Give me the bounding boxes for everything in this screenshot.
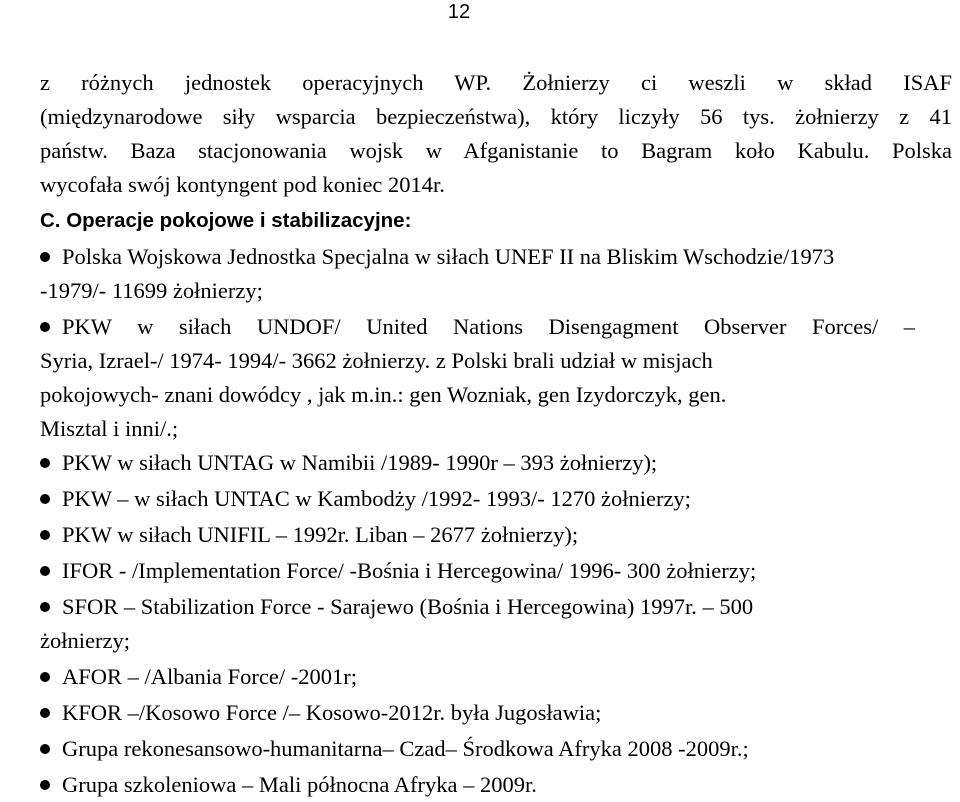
- bullet-icon: [40, 566, 50, 576]
- list-item-kfor: [40, 696, 952, 732]
- list-item-czad: [40, 732, 952, 768]
- list-item-text: Grupa rekonesansowo-humanitarna– Czad– Środkowa Afryka 2008 -2009r.;: [62, 736, 749, 761]
- list-item-mali: [40, 768, 952, 802]
- list-item-text: AFOR – /Albania Force/ -2001r;: [62, 664, 357, 689]
- bullet-icon: [40, 322, 50, 332]
- page-number: 12: [447, 1, 471, 23]
- bullet-icon: [40, 602, 50, 612]
- list-item-text: Grupa szkoleniowa – Mali północna Afryka – 2009r.: [62, 772, 537, 797]
- list-item-untac: [40, 482, 952, 518]
- list-item-text: Polska Wojskowa Jednostka Specjalna w siłach UNEF II na Bliskim Wschodzie/1973: [62, 244, 835, 269]
- intro-line-4: wycofała swój kontyngent pod koniec 2014r.: [40, 172, 445, 197]
- list-item-continuation: żołnierzy;: [40, 628, 130, 653]
- list-item-text: SFOR – Stabilization Force - Sarajewo (Bośnia i Hercegowina) 1997r. – 500: [62, 594, 754, 619]
- list-item-ifor: [40, 554, 952, 590]
- list-item-text: PKW w siłach UNDOF/ United Nations Disengagment Observer Forces/ –: [62, 314, 915, 339]
- list-item-text: KFOR –/Kosowo Force /– Kosowo-2012r. była Jugosławia;: [62, 700, 602, 725]
- bullet-icon: [40, 780, 50, 790]
- bullet-icon: [40, 744, 50, 754]
- bullet-icon: [40, 672, 50, 682]
- list-item-text: PKW w siłach UNTAG w Namibii /1989- 1990r – 393 żołnierzy);: [62, 450, 658, 475]
- list-item-unifil: [40, 518, 952, 554]
- list-item-afor: [40, 660, 952, 696]
- list-item-continuation: -1979/- 11699 żołnierzy;: [40, 278, 263, 303]
- intro-line-2: (międzynarodowe siły wsparcia bezpieczeństwa), który liczyły 56 tys. żołnierzy z 41: [40, 104, 952, 129]
- bullet-icon: [40, 708, 50, 718]
- list-item-untag: [40, 446, 952, 482]
- list-item-unef: [40, 240, 952, 274]
- list-item-text: PKW – w siłach UNTAC w Kambodży /1992- 1993/- 1270 żołnierzy;: [62, 486, 691, 511]
- intro-line-1: z różnych jednostek operacyjnych WP. Żołnierzy ci weszli w skład ISAF: [40, 70, 952, 95]
- list-item-undof: [40, 310, 915, 344]
- document-body: [40, 66, 952, 802]
- bullet-icon: [40, 494, 50, 504]
- intro-line-3: państw. Baza stacjonowania wojsk w Afganistanie to Bagram koło Kabulu. Polska: [40, 138, 952, 163]
- section-heading: C. Operacje pokojowe i stabilizacyjne:: [40, 209, 412, 232]
- list-item-continuation: Syria, Izrael-/ 1974- 1994/- 3662 żołnierzy. z Polski brali udział w misjach: [40, 348, 713, 373]
- list-item-sfor: [40, 590, 952, 624]
- list-item-continuation: Misztal i inni/.;: [40, 416, 179, 441]
- list-item-continuation: pokojowych- znani dowódcy , jak m.in.: gen Wozniak, gen Izydorczyk, gen.: [40, 382, 727, 407]
- list-item-text: IFOR - /Implementation Force/ -Bośnia i Hercegowina/ 1996- 300 żołnierzy;: [62, 558, 757, 583]
- bullet-icon: [40, 252, 50, 262]
- bullet-icon: [40, 530, 50, 540]
- list-item-text: PKW w siłach UNIFIL – 1992r. Liban – 2677 żołnierzy);: [62, 522, 579, 547]
- bullet-icon: [40, 458, 50, 468]
